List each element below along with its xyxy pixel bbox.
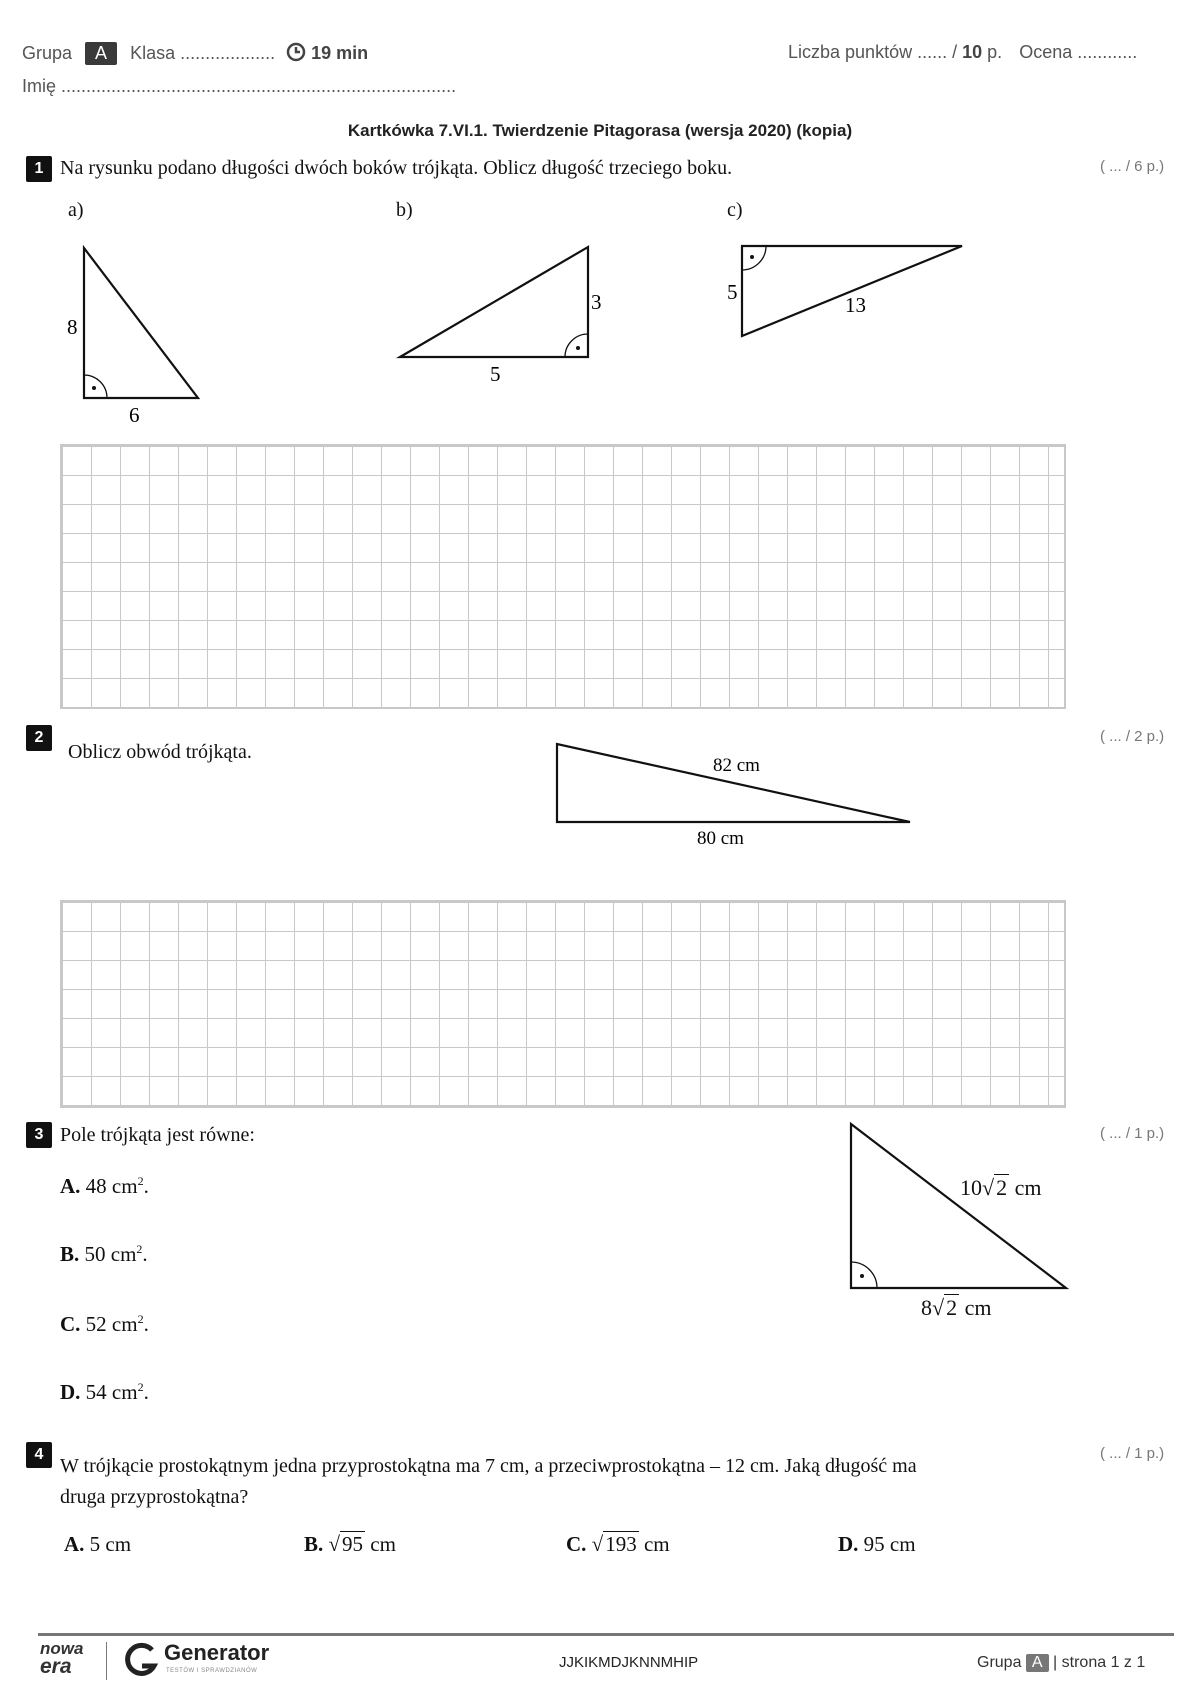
group-badge: A xyxy=(85,42,117,65)
answer-grid-q2[interactable] xyxy=(60,900,1066,1108)
subtask-label-a: a) xyxy=(68,199,84,221)
points-label[interactable]: Liczba punktów ...... / xyxy=(788,42,958,62)
option-c[interactable]: C. √193 cm xyxy=(566,1532,670,1556)
generator-logo-text: Generator xyxy=(164,1640,270,1665)
question-number: 3 xyxy=(26,1122,52,1148)
class-field[interactable]: Klasa ................... xyxy=(130,43,276,63)
generator-logo-icon xyxy=(124,1642,158,1680)
points-unit: p. xyxy=(987,42,1003,62)
points-box: ( ... / 1 p.) xyxy=(1100,1125,1165,1142)
question-text: Pole trójkąta jest równe: xyxy=(60,1124,255,1146)
subtask-label-c: c) xyxy=(727,199,743,221)
question-text: Na rysunku podano długości dwóch boków trójkąta. Oblicz długość trzeciego boku. xyxy=(60,157,733,179)
question-number: 2 xyxy=(26,725,52,751)
points-box: ( ... / 2 p.) xyxy=(1100,728,1165,745)
option-b[interactable]: B. √95 cm xyxy=(304,1532,396,1556)
q3-base-label: 8√2 cm xyxy=(921,1295,992,1320)
option-c[interactable]: C. 52 $cm^2$. xyxy=(60,1312,149,1336)
q2-figure xyxy=(0,700,1200,860)
generator-logo-subtext: TESTÓW I SPRAWDZIANÓW xyxy=(166,1668,258,1674)
question-text-line2: druga przyprostokątna? xyxy=(60,1486,249,1508)
triangle-c-leg: 5 xyxy=(727,280,738,304)
grade-field[interactable]: Ocena ............ xyxy=(1019,42,1138,62)
option-a[interactable]: A. 5 cm xyxy=(64,1532,132,1556)
triangle-c-hyp: 13 xyxy=(845,293,866,317)
points-box: ( ... / 1 p.) xyxy=(1100,1445,1165,1462)
triangle-c xyxy=(727,246,962,336)
triangle-b-base: 5 xyxy=(490,362,501,386)
question-text: Oblicz obwód trójkąta. xyxy=(68,741,252,763)
question-text-line1: W trójkącie prostokątnym jedna przyprostokątna ma 7 cm, a przeciwprostokątna – 12 cm. Jaką długość ma xyxy=(60,1455,917,1477)
triangle-a-leg: 8 xyxy=(67,315,78,339)
q3-hyp-label: 10√2 cm xyxy=(960,1175,1042,1200)
name-field[interactable]: Imię ............................................................................... xyxy=(22,76,457,96)
triangle-a xyxy=(67,248,198,427)
q2-base-label: 80 cm xyxy=(697,828,744,849)
footer-page-info: Grupa A | strona 1 z 1 xyxy=(977,1654,1146,1671)
footer-group-badge: A xyxy=(1026,1654,1049,1672)
option-b[interactable]: B. 50 $cm^2$. xyxy=(60,1242,148,1266)
triangle-b-leg: 3 xyxy=(591,290,602,314)
answer-grid-q1[interactable] xyxy=(60,444,1066,709)
logo-separator xyxy=(106,1642,107,1680)
question-number: 1 xyxy=(26,156,52,182)
points-box: ( ... / 6 p.) xyxy=(1100,158,1165,175)
option-d[interactable]: D. 54 $cm^2$. xyxy=(60,1380,149,1404)
footer-divider xyxy=(38,1633,1174,1636)
triangle-a-base: 6 xyxy=(129,403,140,427)
option-d[interactable]: D. 95 cm xyxy=(838,1532,916,1556)
q3-figure xyxy=(0,1110,1200,1330)
question-number: 4 xyxy=(26,1442,52,1468)
page-title: Kartkówka 7.VI.1. Twierdzenie Pitagorasa (wersja 2020) (kopia) xyxy=(347,121,853,140)
option-a[interactable]: A. 48 $cm^2$. xyxy=(60,1174,149,1198)
time-value: 19 min xyxy=(311,43,369,63)
nowa-era-logo: nowa era xyxy=(40,1639,84,1678)
group-label: Grupa xyxy=(22,43,73,63)
q2-hyp-label: 82 cm xyxy=(713,755,760,776)
triangle-b xyxy=(400,247,602,386)
q1-figures xyxy=(0,0,1200,440)
document-code: JJKIKMDJKNNMHIP xyxy=(559,1654,699,1671)
subtask-label-b: b) xyxy=(396,199,413,221)
points-total: 10 xyxy=(962,42,983,62)
